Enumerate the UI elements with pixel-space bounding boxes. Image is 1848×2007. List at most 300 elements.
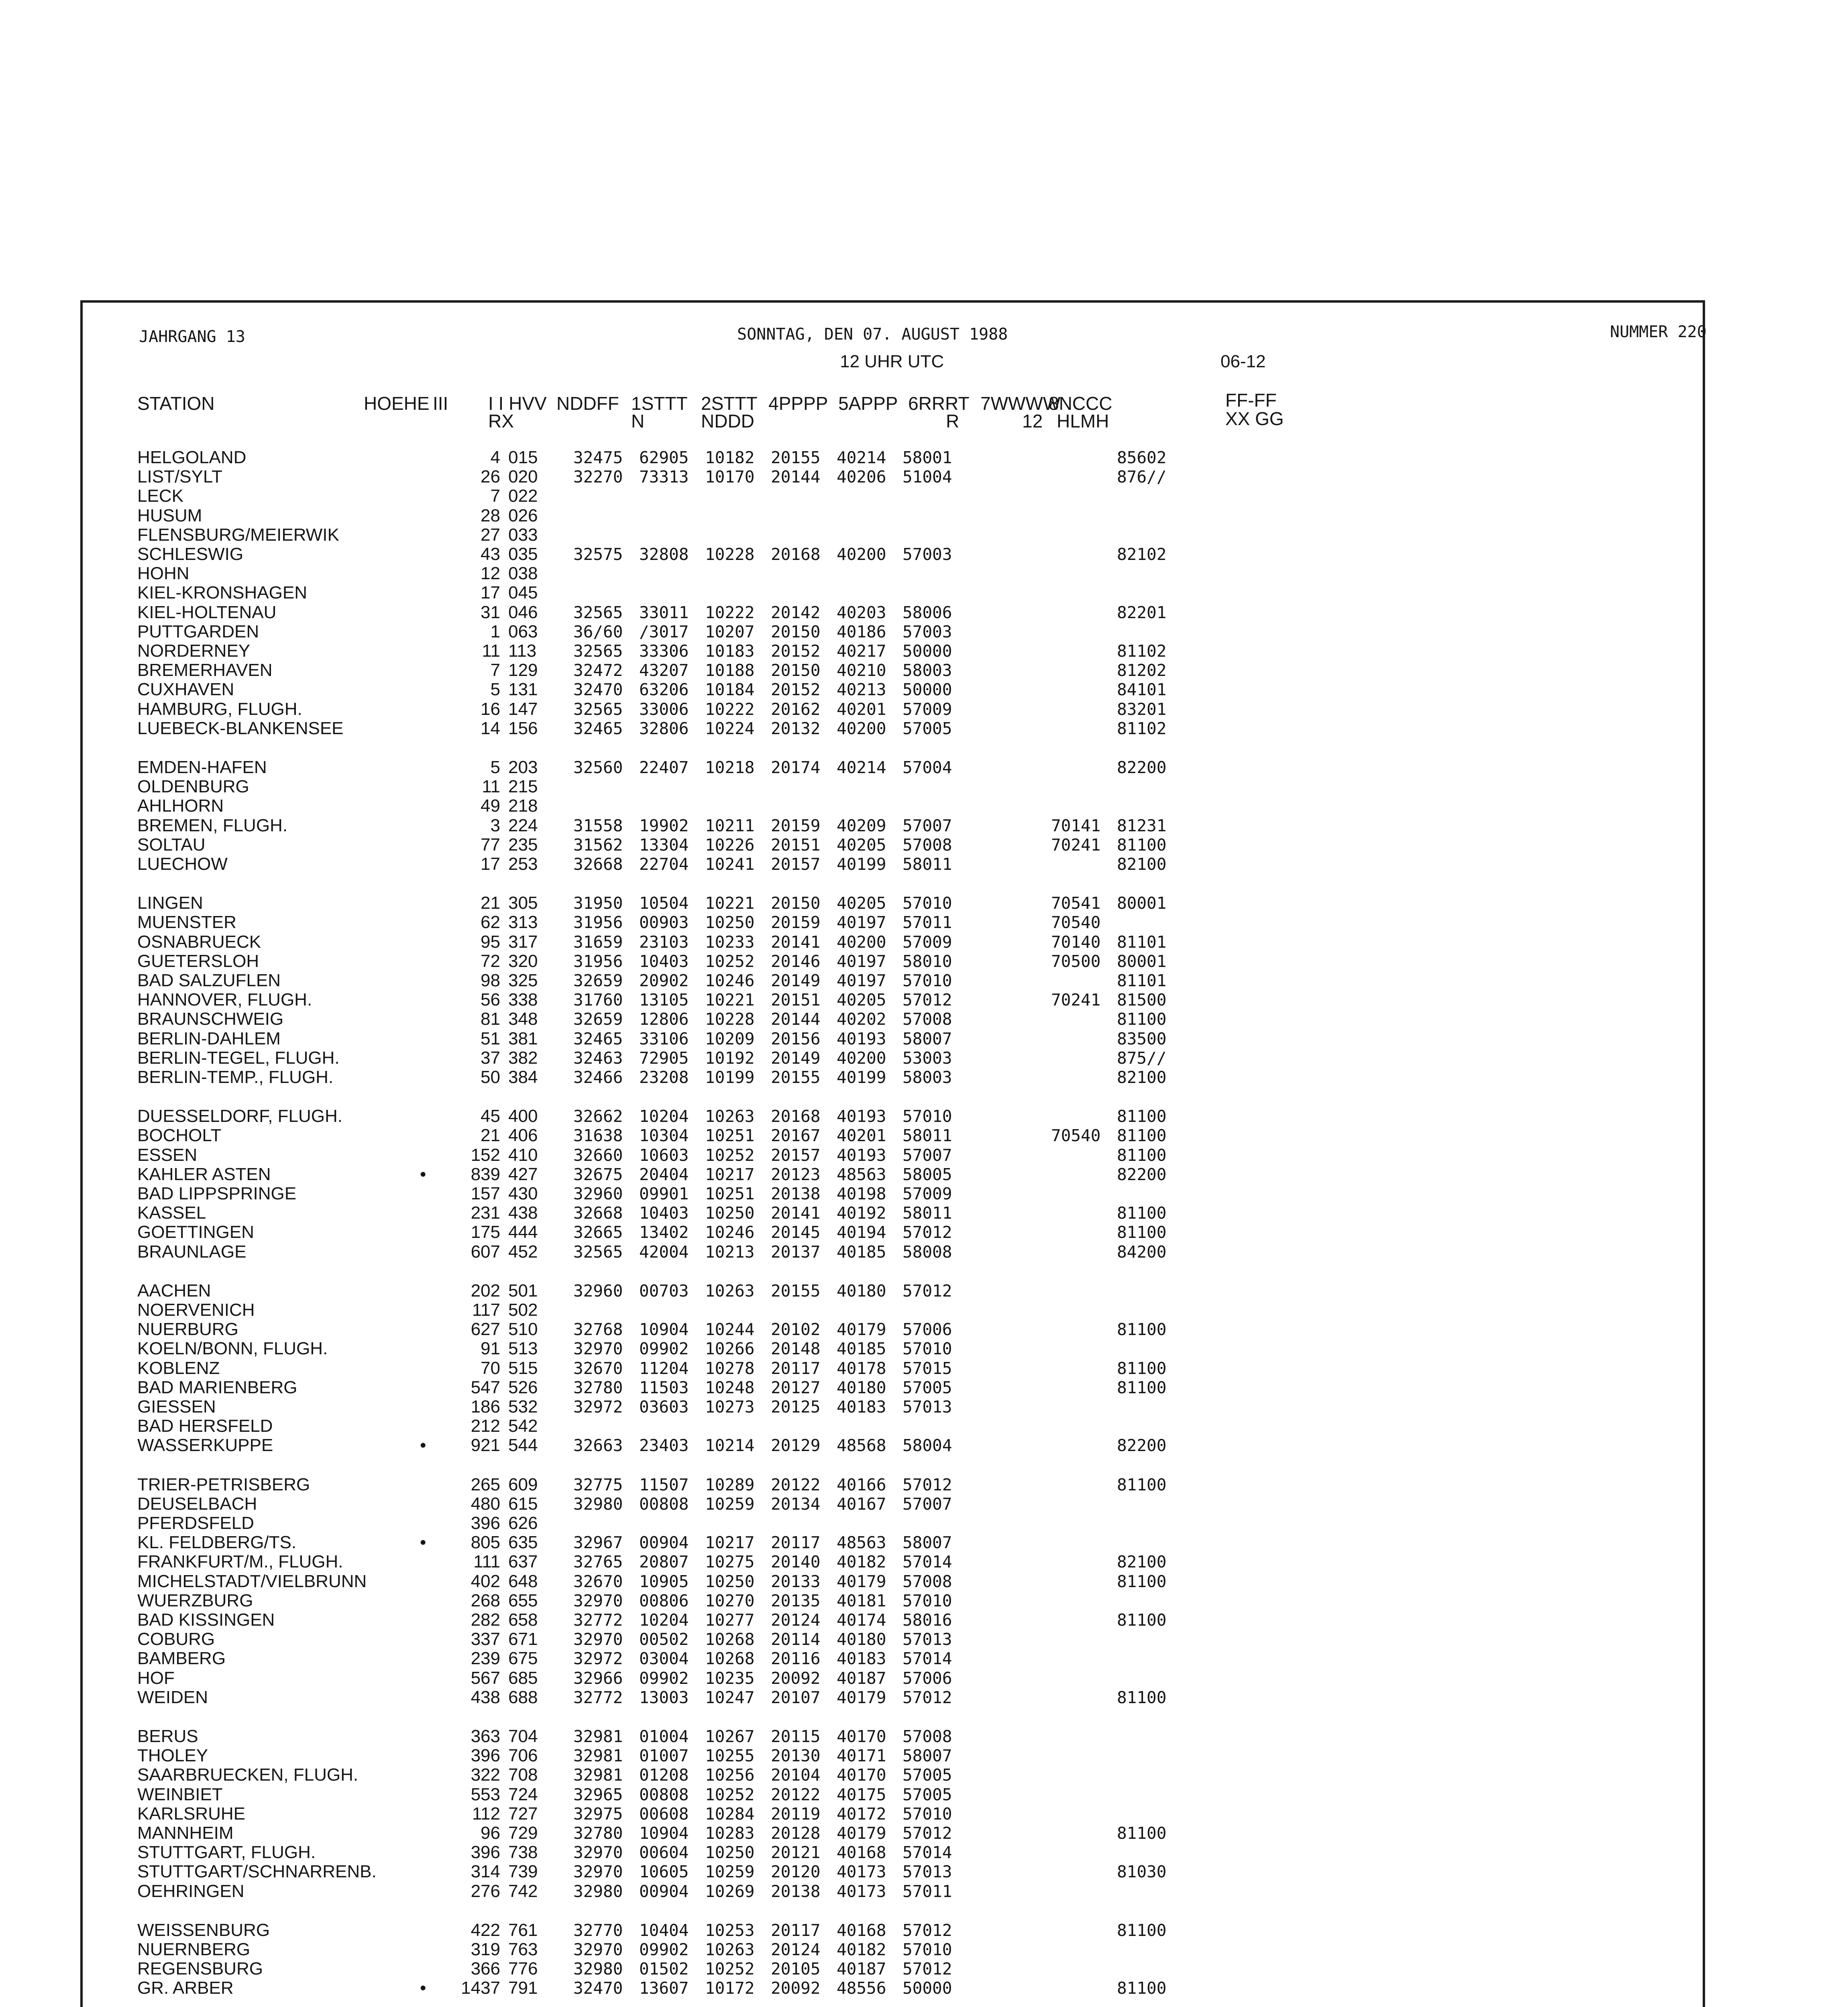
group-1sttt: 10251 <box>705 1184 755 1203</box>
table-row <box>83 990 1703 1010</box>
station-name: HUSUM <box>137 506 202 525</box>
group-nddff: 23403 <box>639 1436 689 1455</box>
table-row <box>83 1417 1703 1436</box>
group-2sttt: 20128 <box>771 1824 821 1843</box>
group-4pppp: 40186 <box>837 622 886 641</box>
station-name: GR. ARBER <box>137 1978 234 1998</box>
table-row <box>83 486 1703 506</box>
station-height: 268 <box>471 1591 500 1610</box>
group-8nccc: 81231 <box>1117 816 1167 835</box>
group-7wwww: 70540 <box>1051 913 1101 932</box>
station-id: 320 <box>508 951 538 971</box>
group-nddff: 10504 <box>639 894 689 913</box>
group-2sttt: 20140 <box>771 1552 821 1571</box>
group-2sttt: 20156 <box>771 1029 821 1048</box>
group-1sttt: 10250 <box>705 1843 755 1862</box>
table-row <box>83 1068 1703 1087</box>
group-2sttt: 20138 <box>771 1882 821 1901</box>
station-id: 724 <box>508 1785 538 1804</box>
group-8nccc: 83500 <box>1117 1029 1167 1048</box>
group-4pppp: 40179 <box>837 1572 886 1591</box>
group-5appp: 57010 <box>903 894 952 913</box>
group-2sttt: 20148 <box>771 1339 821 1358</box>
group-nddff: 00608 <box>639 1804 689 1824</box>
station-height: 319 <box>471 1940 500 1959</box>
group-2sttt: 20134 <box>771 1494 821 1514</box>
group-1sttt: 10269 <box>705 1882 755 1901</box>
group-ihvv: 36/60 <box>573 622 623 641</box>
group-1sttt: 10283 <box>705 1824 755 1843</box>
group-8nccc: 876// <box>1117 467 1167 486</box>
group-ihvv: 32981 <box>573 1765 623 1785</box>
group-8nccc: 81101 <box>1117 971 1167 990</box>
volume-label: JAHRGANG 13 <box>139 328 245 346</box>
group-nddff: 00904 <box>639 1882 689 1901</box>
group-1sttt: 10235 <box>705 1669 755 1688</box>
group-nddff: 33011 <box>639 603 689 622</box>
group-4pppp: 40198 <box>837 1184 886 1203</box>
table-row <box>83 1572 1703 1591</box>
station-id: 410 <box>508 1145 538 1165</box>
group-2sttt: 20092 <box>771 1979 821 1998</box>
group-1sttt: 10217 <box>705 1533 755 1552</box>
table-row <box>83 1029 1703 1048</box>
group-4pppp: 40200 <box>837 719 886 738</box>
station-height: 98 <box>481 971 500 990</box>
station-name: KAHLER ASTEN <box>137 1164 271 1184</box>
group-5appp: 57009 <box>903 700 952 719</box>
table-row <box>83 1010 1703 1029</box>
station-name: DUESSELDORF, FLUGH. <box>137 1106 342 1126</box>
station-id: 542 <box>508 1416 538 1436</box>
group-5appp: 58006 <box>903 603 952 622</box>
group-4pppp: 40171 <box>837 1746 886 1765</box>
group-4pppp: 48563 <box>837 1533 886 1552</box>
report-frame <box>80 300 1705 2007</box>
group-5appp: 57003 <box>903 545 952 564</box>
group-2sttt: 20125 <box>771 1397 821 1417</box>
station-height: 72 <box>481 951 500 971</box>
group-5appp: 57010 <box>903 1339 952 1358</box>
group-2sttt: 20157 <box>771 1146 821 1165</box>
group-1sttt: 10252 <box>705 1146 755 1165</box>
station-height: 21 <box>481 1126 500 1145</box>
station-id: 113 <box>508 641 537 661</box>
station-id: 655 <box>508 1591 538 1610</box>
station-name: BAMBERG <box>137 1649 226 1668</box>
group-4pppp: 40182 <box>837 1552 886 1571</box>
station-height: 438 <box>471 1687 500 1707</box>
station-id: 626 <box>508 1513 538 1533</box>
station-height: 265 <box>471 1475 500 1494</box>
station-id: 615 <box>508 1494 538 1514</box>
station-height: 51 <box>481 1029 500 1048</box>
group-1sttt: 10266 <box>705 1339 755 1358</box>
station-name: MUENSTER <box>137 912 236 932</box>
group-ihvv: 32565 <box>573 700 623 719</box>
group-1sttt: 10284 <box>705 1804 755 1824</box>
station-name: OEHRINGEN <box>137 1881 244 1901</box>
table-row <box>83 855 1703 874</box>
group-5appp: 57007 <box>903 1494 952 1514</box>
group-2sttt: 20117 <box>771 1359 821 1378</box>
station-height: 366 <box>471 1959 500 1979</box>
station-height: 239 <box>471 1649 500 1668</box>
group-4pppp: 40205 <box>837 835 886 855</box>
group-nddff: 72905 <box>639 1048 689 1068</box>
group-4pppp: 40199 <box>837 1068 886 1087</box>
group-4pppp: 40168 <box>837 1843 886 1862</box>
station-name: LIST/SYLT <box>137 467 222 486</box>
station-name: BAD LIPPSPRINGE <box>137 1184 297 1203</box>
group-1sttt: 10214 <box>705 1436 755 1455</box>
station-id: 224 <box>508 816 538 835</box>
station-height: 111 <box>473 1552 500 1571</box>
station-id: 609 <box>508 1475 538 1494</box>
group-nddff: 00604 <box>639 1843 689 1862</box>
station-height: 56 <box>481 990 500 1010</box>
group-5appp: 58003 <box>903 1068 952 1087</box>
group-4pppp: 40193 <box>837 1146 886 1165</box>
group-nddff: 42004 <box>639 1242 689 1262</box>
group-ihvv: 31562 <box>573 835 623 855</box>
group-2sttt: 20149 <box>771 971 821 990</box>
group-1sttt: 10188 <box>705 661 755 680</box>
group-8nccc: 81500 <box>1117 990 1167 1010</box>
group-2sttt: 20162 <box>771 700 821 719</box>
group-nddff: 10204 <box>639 1107 689 1126</box>
group-5appp: 57007 <box>903 1146 952 1165</box>
station-id: 510 <box>508 1319 538 1339</box>
group-nddff: 10904 <box>639 1824 689 1843</box>
group-5appp: 50000 <box>903 680 952 699</box>
group-nddff: 22407 <box>639 758 689 777</box>
group-8nccc: 82201 <box>1117 603 1167 622</box>
group-ihvv: 32966 <box>573 1669 623 1688</box>
group-8nccc: 81100 <box>1117 1475 1167 1494</box>
station-height: 363 <box>471 1726 500 1746</box>
group-4pppp: 40187 <box>837 1959 886 1979</box>
group-nddff: 13105 <box>639 990 689 1010</box>
group-1sttt: 10218 <box>705 758 755 777</box>
station-name: NOERVENICH <box>137 1300 255 1320</box>
station-name: SOLTAU <box>137 835 206 855</box>
station-id: 704 <box>508 1726 538 1746</box>
group-5appp: 57010 <box>903 1591 952 1610</box>
station-id: 305 <box>508 893 538 913</box>
group-2sttt: 20121 <box>771 1843 821 1862</box>
station-height: 17 <box>481 854 500 874</box>
station-id: 381 <box>508 1029 538 1048</box>
station-name: KIEL-HOLTENAU <box>137 603 277 622</box>
station-name: FRANKFURT/M., FLUGH. <box>137 1552 343 1571</box>
station-height: 81 <box>481 1009 500 1029</box>
col-station: STATION <box>137 393 215 414</box>
station-name: KASSEL <box>137 1203 206 1223</box>
station-height: 7 <box>490 660 500 680</box>
group-nddff: 13402 <box>639 1223 689 1242</box>
group-1sttt: 10252 <box>705 1959 755 1979</box>
station-id: 706 <box>508 1746 538 1765</box>
group-1sttt: 10183 <box>705 641 755 661</box>
group-nddff: 09902 <box>639 1669 689 1688</box>
group-ihvv: 32659 <box>573 971 623 990</box>
group-nddff: 19902 <box>639 816 689 835</box>
group-ihvv: 32565 <box>573 603 623 622</box>
group-2sttt: 20116 <box>771 1649 821 1668</box>
group-5appp: 57012 <box>903 1223 952 1242</box>
group-4pppp: 40193 <box>837 1107 886 1126</box>
station-id: 253 <box>508 854 538 874</box>
station-name: BRAUNLAGE <box>137 1242 247 1262</box>
group-8nccc: 84200 <box>1117 1242 1167 1262</box>
station-name: BREMEN, FLUGH. <box>137 816 288 835</box>
group-1sttt: 10246 <box>705 971 755 990</box>
group-4pppp: 40173 <box>837 1882 886 1901</box>
col-6rrrt-sub: R <box>946 411 960 432</box>
group-ihvv: 32981 <box>573 1727 623 1746</box>
group-ihvv: 32772 <box>573 1688 623 1707</box>
station-name: WEINBIET <box>137 1785 223 1804</box>
group-1sttt: 10170 <box>705 467 755 486</box>
group-1sttt: 10255 <box>705 1746 755 1765</box>
group-8nccc: 85602 <box>1117 448 1167 467</box>
station-height: 11 <box>482 777 500 796</box>
station-name: HAMBURG, FLUGH. <box>137 699 302 719</box>
table-row <box>83 719 1703 738</box>
station-id: 427 <box>508 1164 538 1184</box>
station-id: 063 <box>508 622 538 641</box>
station-id: 338 <box>508 990 538 1010</box>
table-row <box>83 816 1703 835</box>
group-nddff: 73313 <box>639 467 689 486</box>
group-5appp: 57005 <box>903 1765 952 1785</box>
group-7wwww: 70140 <box>1051 932 1101 952</box>
station-name: KOELN/BONN, FLUGH. <box>137 1339 328 1358</box>
station-id: 637 <box>508 1552 538 1571</box>
station-height: 7 <box>490 486 500 506</box>
table-row <box>83 1126 1703 1145</box>
group-4pppp: 40210 <box>837 661 886 680</box>
col-ihvv: I I HVV <box>488 393 547 414</box>
station-name: EMDEN-HAFEN <box>137 757 267 777</box>
station-height: 16 <box>481 699 500 719</box>
group-ihvv: 31956 <box>573 952 623 971</box>
group-5appp: 57013 <box>903 1397 952 1417</box>
group-7wwww: 70540 <box>1051 1126 1101 1145</box>
station-height: 282 <box>471 1610 500 1630</box>
group-8nccc: 82102 <box>1117 545 1167 564</box>
station-id: 761 <box>508 1920 538 1940</box>
group-8nccc: 875// <box>1117 1048 1167 1068</box>
group-nddff: 00904 <box>639 1533 689 1552</box>
station-id: 147 <box>508 699 538 719</box>
table-row <box>83 1339 1703 1358</box>
table-row <box>83 1494 1703 1514</box>
station-name: KARLSRUHE <box>137 1804 245 1824</box>
group-8nccc: 81202 <box>1117 661 1167 680</box>
group-ihvv: 32970 <box>573 1940 623 1959</box>
group-4pppp: 40213 <box>837 680 886 699</box>
station-name: HOHN <box>137 564 189 583</box>
group-nddff: 09901 <box>639 1184 689 1203</box>
group-5appp: 57003 <box>903 622 952 641</box>
station-name: CUXHAVEN <box>137 680 234 699</box>
station-height: 21 <box>481 893 500 913</box>
group-nddff: 10403 <box>639 1203 689 1223</box>
station-height: 49 <box>481 796 500 816</box>
station-id: 430 <box>508 1184 538 1203</box>
group-8nccc: 81101 <box>1117 932 1167 952</box>
group-5appp: 58007 <box>903 1533 952 1552</box>
group-2sttt: 20168 <box>771 1107 821 1126</box>
group-nddff: 00703 <box>639 1281 689 1301</box>
group-5appp: 57005 <box>903 1378 952 1397</box>
group-2sttt: 20132 <box>771 719 821 738</box>
station-id: 156 <box>508 719 538 738</box>
col-7wwww-sub: 12 <box>1022 411 1043 432</box>
group-5appp: 57011 <box>903 1882 952 1901</box>
table-row <box>83 758 1703 777</box>
group-nddff: 33306 <box>639 641 689 661</box>
group-2sttt: 20155 <box>771 448 821 467</box>
station-height: 50 <box>481 1067 500 1087</box>
group-nddff: 13607 <box>639 1979 689 1998</box>
group-5appp: 50000 <box>903 641 952 661</box>
group-5appp: 57013 <box>903 1862 952 1881</box>
group-8nccc: 81100 <box>1117 1378 1167 1397</box>
table-row <box>83 1107 1703 1126</box>
station-name: HELGOLAND <box>137 448 247 467</box>
group-8nccc: 82200 <box>1117 1165 1167 1184</box>
group-ihvv: 32565 <box>573 1242 623 1262</box>
station-height: 322 <box>471 1765 500 1785</box>
table-row <box>83 835 1703 855</box>
group-2sttt: 20123 <box>771 1165 821 1184</box>
group-1sttt: 10263 <box>705 1107 755 1126</box>
group-5appp: 57010 <box>903 971 952 990</box>
group-4pppp: 48568 <box>837 1436 886 1455</box>
group-ihvv: 32970 <box>573 1591 623 1610</box>
group-nddff: 10605 <box>639 1862 689 1881</box>
group-1sttt: 10250 <box>705 1572 755 1591</box>
station-height: 547 <box>471 1378 500 1397</box>
station-height: 276 <box>471 1881 500 1901</box>
group-nddff: 10603 <box>639 1146 689 1165</box>
group-8nccc: 81100 <box>1117 1979 1167 1998</box>
group-ihvv: 32970 <box>573 1630 623 1649</box>
group-4pppp: 40197 <box>837 952 886 971</box>
station-height: 17 <box>481 583 500 603</box>
station-name: BAD HERSFELD <box>137 1416 273 1436</box>
group-4pppp: 40194 <box>837 1223 886 1242</box>
station-height: 112 <box>472 1804 500 1824</box>
station-height: 91 <box>481 1339 500 1358</box>
group-1sttt: 10211 <box>705 816 755 835</box>
group-2sttt: 20157 <box>771 855 821 874</box>
table-row <box>83 1940 1703 1959</box>
table-row <box>83 700 1703 719</box>
group-5appp: 57012 <box>903 1281 952 1301</box>
station-height: 152 <box>471 1145 500 1165</box>
group-2sttt: 20092 <box>771 1669 821 1688</box>
group-ihvv: 32975 <box>573 1804 623 1824</box>
group-nddff: 00806 <box>639 1591 689 1610</box>
group-ihvv: 32675 <box>573 1165 623 1184</box>
group-nddff: 00903 <box>639 913 689 932</box>
group-5appp: 58008 <box>903 1242 952 1262</box>
group-1sttt: 10221 <box>705 894 755 913</box>
station-height: 28 <box>481 506 500 525</box>
group-4pppp: 40180 <box>837 1630 886 1649</box>
group-4pppp: 40206 <box>837 467 886 486</box>
group-ihvv: 32972 <box>573 1649 623 1668</box>
group-5appp: 57013 <box>903 1630 952 1649</box>
station-height: 422 <box>471 1920 500 1940</box>
group-1sttt: 10253 <box>705 1921 755 1940</box>
station-name: TRIER-PETRISBERG <box>137 1475 310 1494</box>
col-5appp: 5APPP <box>838 393 898 414</box>
table-row <box>83 913 1703 932</box>
station-height: 337 <box>471 1629 500 1649</box>
group-nddff: 01502 <box>639 1959 689 1979</box>
station-name: BREMERHAVEN <box>137 660 273 680</box>
group-ihvv: 32970 <box>573 1862 623 1881</box>
group-ihvv: 32770 <box>573 1921 623 1940</box>
station-name: WASSERKUPPE <box>137 1435 273 1455</box>
table-row <box>83 448 1703 467</box>
group-8nccc: 81102 <box>1117 719 1167 738</box>
table-row <box>83 622 1703 641</box>
table-row <box>83 1882 1703 1901</box>
station-height: 396 <box>471 1746 500 1765</box>
group-2sttt: 20142 <box>771 603 821 622</box>
group-ihvv: 32775 <box>573 1475 623 1494</box>
col-xxgg: XX GG <box>1225 408 1284 429</box>
table-row <box>83 1397 1703 1417</box>
group-8nccc: 81100 <box>1117 1688 1167 1707</box>
group-nddff: 23208 <box>639 1068 689 1087</box>
station-name: BAD SALZUFLEN <box>137 971 281 990</box>
group-2sttt: 20107 <box>771 1688 821 1707</box>
group-ihvv: 32668 <box>573 1203 623 1223</box>
group-2sttt: 20159 <box>771 816 821 835</box>
station-height: 805 <box>471 1533 500 1552</box>
group-ihvv: 32772 <box>573 1610 623 1630</box>
group-ihvv: 31950 <box>573 894 623 913</box>
observation-period: 06-12 <box>1220 352 1266 371</box>
station-id: 742 <box>508 1881 538 1901</box>
group-nddff: 20404 <box>639 1165 689 1184</box>
group-1sttt: 10250 <box>705 1203 755 1223</box>
group-1sttt: 10217 <box>705 1165 755 1184</box>
group-8nccc: 81100 <box>1117 1203 1167 1223</box>
group-ihvv: 32970 <box>573 1339 623 1358</box>
group-4pppp: 40205 <box>837 990 886 1010</box>
group-4pppp: 40197 <box>837 971 886 990</box>
station-height: 5 <box>490 680 500 699</box>
station-id: 544 <box>508 1435 538 1455</box>
group-ihvv: 32575 <box>573 545 623 564</box>
table-row <box>83 1223 1703 1242</box>
mountain-marker: • <box>420 1164 426 1184</box>
group-nddff: 23103 <box>639 932 689 952</box>
station-name: NORDERNEY <box>137 641 251 661</box>
station-height: 396 <box>471 1513 500 1533</box>
table-row <box>83 1824 1703 1843</box>
group-1sttt: 10273 <box>705 1397 755 1417</box>
group-5appp: 57009 <box>903 1184 952 1203</box>
